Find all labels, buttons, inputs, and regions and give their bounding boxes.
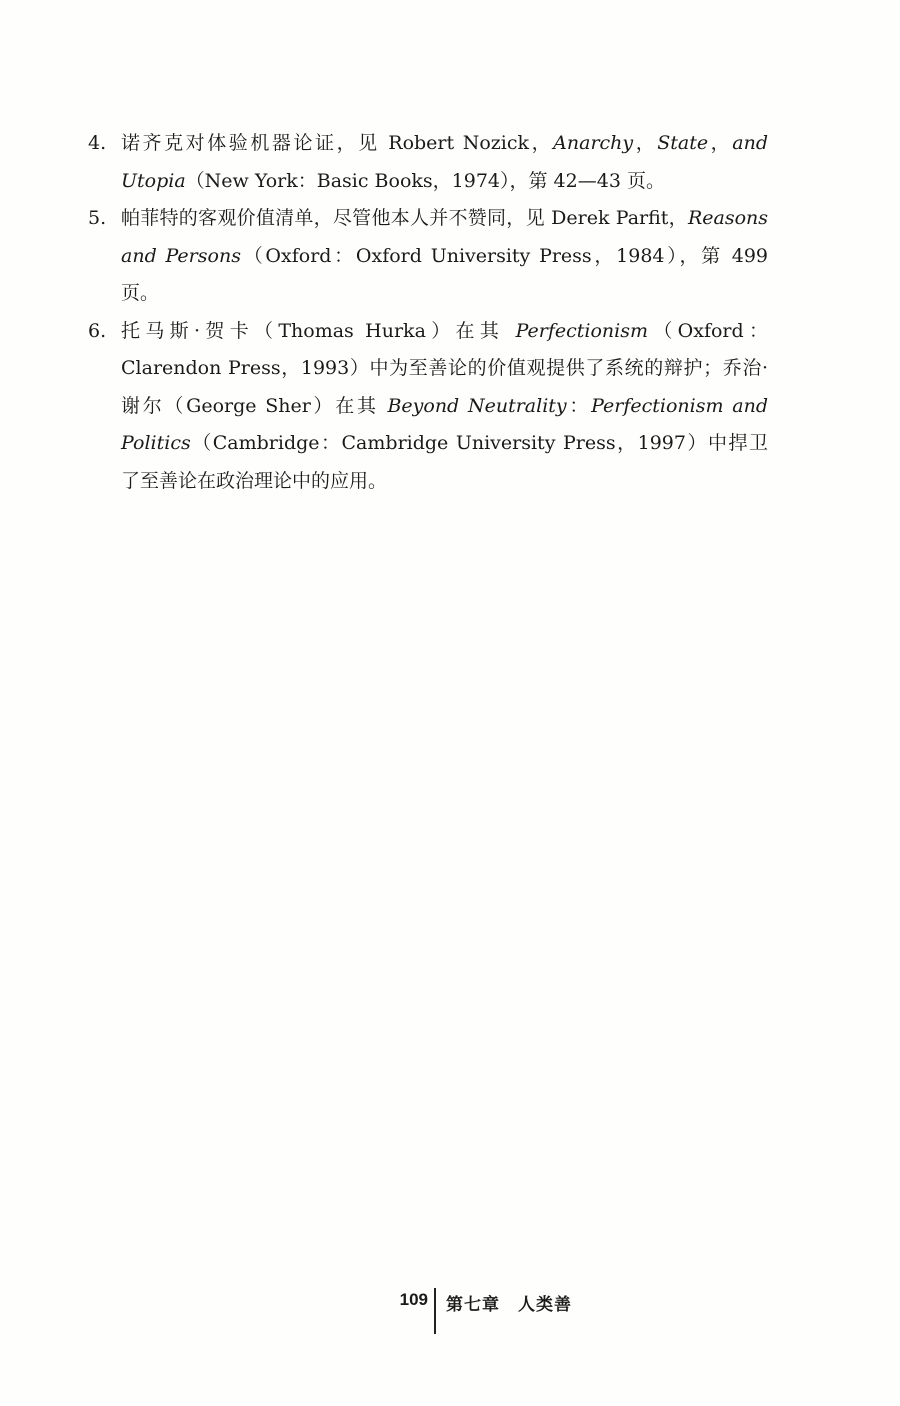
page-number: 109 — [399, 1290, 428, 1309]
book-title-segment: Beyond Neutrality — [387, 394, 567, 417]
endnote-6 — [88, 313, 768, 501]
footer-divider — [434, 1288, 436, 1334]
note-number: 6. — [88, 319, 107, 342]
note-segment: ， — [708, 132, 733, 154]
note-text — [121, 200, 768, 313]
note-segment: （New York：Basic Books，1974），第 42—43 页。 — [185, 169, 665, 192]
note-segment: （Oxford：Clarendon Press，1993）中为至善论的价值观提供了系统的辩护；乔治·谢尔（George Sher）在其 — [121, 319, 768, 417]
book-title-segment: State — [657, 132, 709, 154]
book-title-segment: Anarchy — [553, 132, 634, 154]
book-title-segment: and Utopia — [121, 132, 768, 192]
note-text — [121, 313, 768, 501]
note-segment: 帕菲特的客观价值清单，尽管他本人并不赞同，见 Derek Parfit， — [121, 207, 688, 229]
endnotes-list — [88, 125, 768, 500]
note-segment: 诺齐克对体验机器论证，见 Robert Nozick， — [121, 132, 554, 154]
endnote-5 — [88, 200, 768, 313]
book-title-segment: Perfectionism — [515, 319, 648, 342]
note-text — [121, 125, 768, 200]
note-segment: ： — [566, 394, 592, 417]
book-title-segment: Perfectionism and Politics — [121, 394, 768, 454]
note-number: 5. — [88, 207, 107, 229]
page-footer — [0, 1284, 900, 1334]
chapter-title: 第七章 人类善 — [446, 1295, 572, 1315]
note-segment: （Cambridge：Cambridge University Press，1997）中捍卫了至善论在政治理论中的应用。 — [121, 432, 768, 492]
note-number: 4. — [88, 132, 107, 154]
note-segment: （Oxford：Oxford University Press，1984），第 499 页。 — [121, 244, 769, 304]
note-segment: 托马斯·贺卡（Thomas Hurka）在其 — [121, 319, 516, 342]
book-title-segment: Reasons and Persons — [121, 207, 768, 267]
endnote-4 — [88, 125, 768, 200]
note-segment: ， — [633, 132, 658, 154]
